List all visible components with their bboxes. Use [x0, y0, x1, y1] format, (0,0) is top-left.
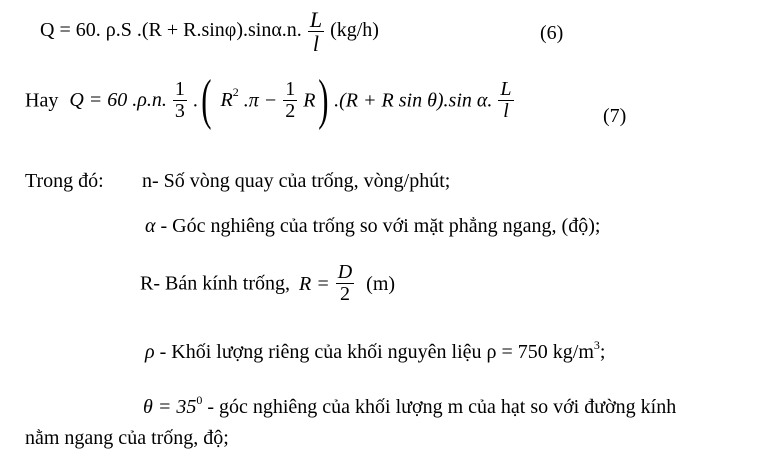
- eq7-r: R: [220, 89, 233, 112]
- eq7-lead: Hay: [25, 89, 59, 112]
- def-r: [140, 262, 395, 305]
- eq7-fraction-half: [283, 79, 297, 122]
- eq7-f1-num: 1: [174, 77, 185, 100]
- eq7-f2-num: 1: [285, 77, 296, 100]
- def-r-den: 2: [336, 283, 354, 305]
- eq7-r2: R: [303, 89, 316, 112]
- def-rho-text: - Khối lượng riêng của khối nguyên liệu ρ = 750 kg/m: [159, 341, 594, 363]
- rho-symbol: ρ: [145, 341, 155, 363]
- def-theta: [143, 393, 677, 418]
- eq6-frac-den: l: [308, 31, 324, 55]
- def-r-text: R- Bán kính trống,: [140, 272, 290, 295]
- def-r-unit: (m): [366, 272, 396, 295]
- eq6-frac-num: L: [309, 7, 323, 32]
- def-theta-eq: θ = 35: [143, 396, 197, 418]
- def-r-eq: R =: [299, 272, 330, 295]
- eq7-f3-den: l: [498, 100, 513, 122]
- def-theta-text: - góc nghiêng của khối lượng m của hạt so với đường kính: [207, 396, 677, 418]
- eq7-close-paren: ): [318, 69, 329, 131]
- eq6-unit: (kg/h): [330, 19, 379, 42]
- eq7-part5: .(R + R sin θ).sin α.: [334, 89, 493, 112]
- eq7-fraction-one-third: [173, 79, 187, 122]
- def-n: n- Số vòng quay của trống, vòng/phút;: [142, 170, 451, 192]
- alpha-symbol: α: [145, 215, 156, 237]
- eq7-r-exp: 2: [232, 85, 239, 99]
- def-alpha-text: - Góc nghiêng của trống so với mặt phẳng ngang, (độ);: [160, 215, 601, 237]
- eq6-number: (6): [540, 22, 564, 44]
- def-rho-exp: 3: [593, 338, 600, 352]
- def-theta-cont: nằm ngang của trống, độ;: [25, 427, 229, 449]
- eq7-fraction-l: [498, 79, 513, 122]
- eq6-lhs: Q = 60. ρ.S .(R + R.sinφ).sinα.n.: [40, 19, 302, 42]
- eq7-pi-minus: .π −: [243, 89, 278, 112]
- eq7-f1-den: 3: [174, 99, 185, 122]
- def-rho: [145, 338, 606, 363]
- eq7-dot: .: [192, 89, 198, 112]
- def-r-fraction: [336, 262, 354, 305]
- eq7-open-paren: (: [201, 69, 212, 131]
- eq6-fraction: [308, 8, 324, 55]
- eq7-f2-den: 2: [285, 99, 296, 122]
- eq7-part1: Q = 60 .ρ.n.: [69, 89, 167, 112]
- eq7-f3-num: L: [500, 77, 512, 100]
- equation-7: [25, 69, 515, 131]
- def-theta-exp: 0: [196, 393, 203, 407]
- equation-6: [40, 8, 379, 55]
- eq7-number: (7): [603, 105, 627, 127]
- def-alpha: [145, 216, 600, 236]
- defs-intro: Trong đó:: [25, 170, 104, 192]
- def-rho-end: ;: [599, 341, 606, 363]
- def-r-num: D: [337, 261, 353, 283]
